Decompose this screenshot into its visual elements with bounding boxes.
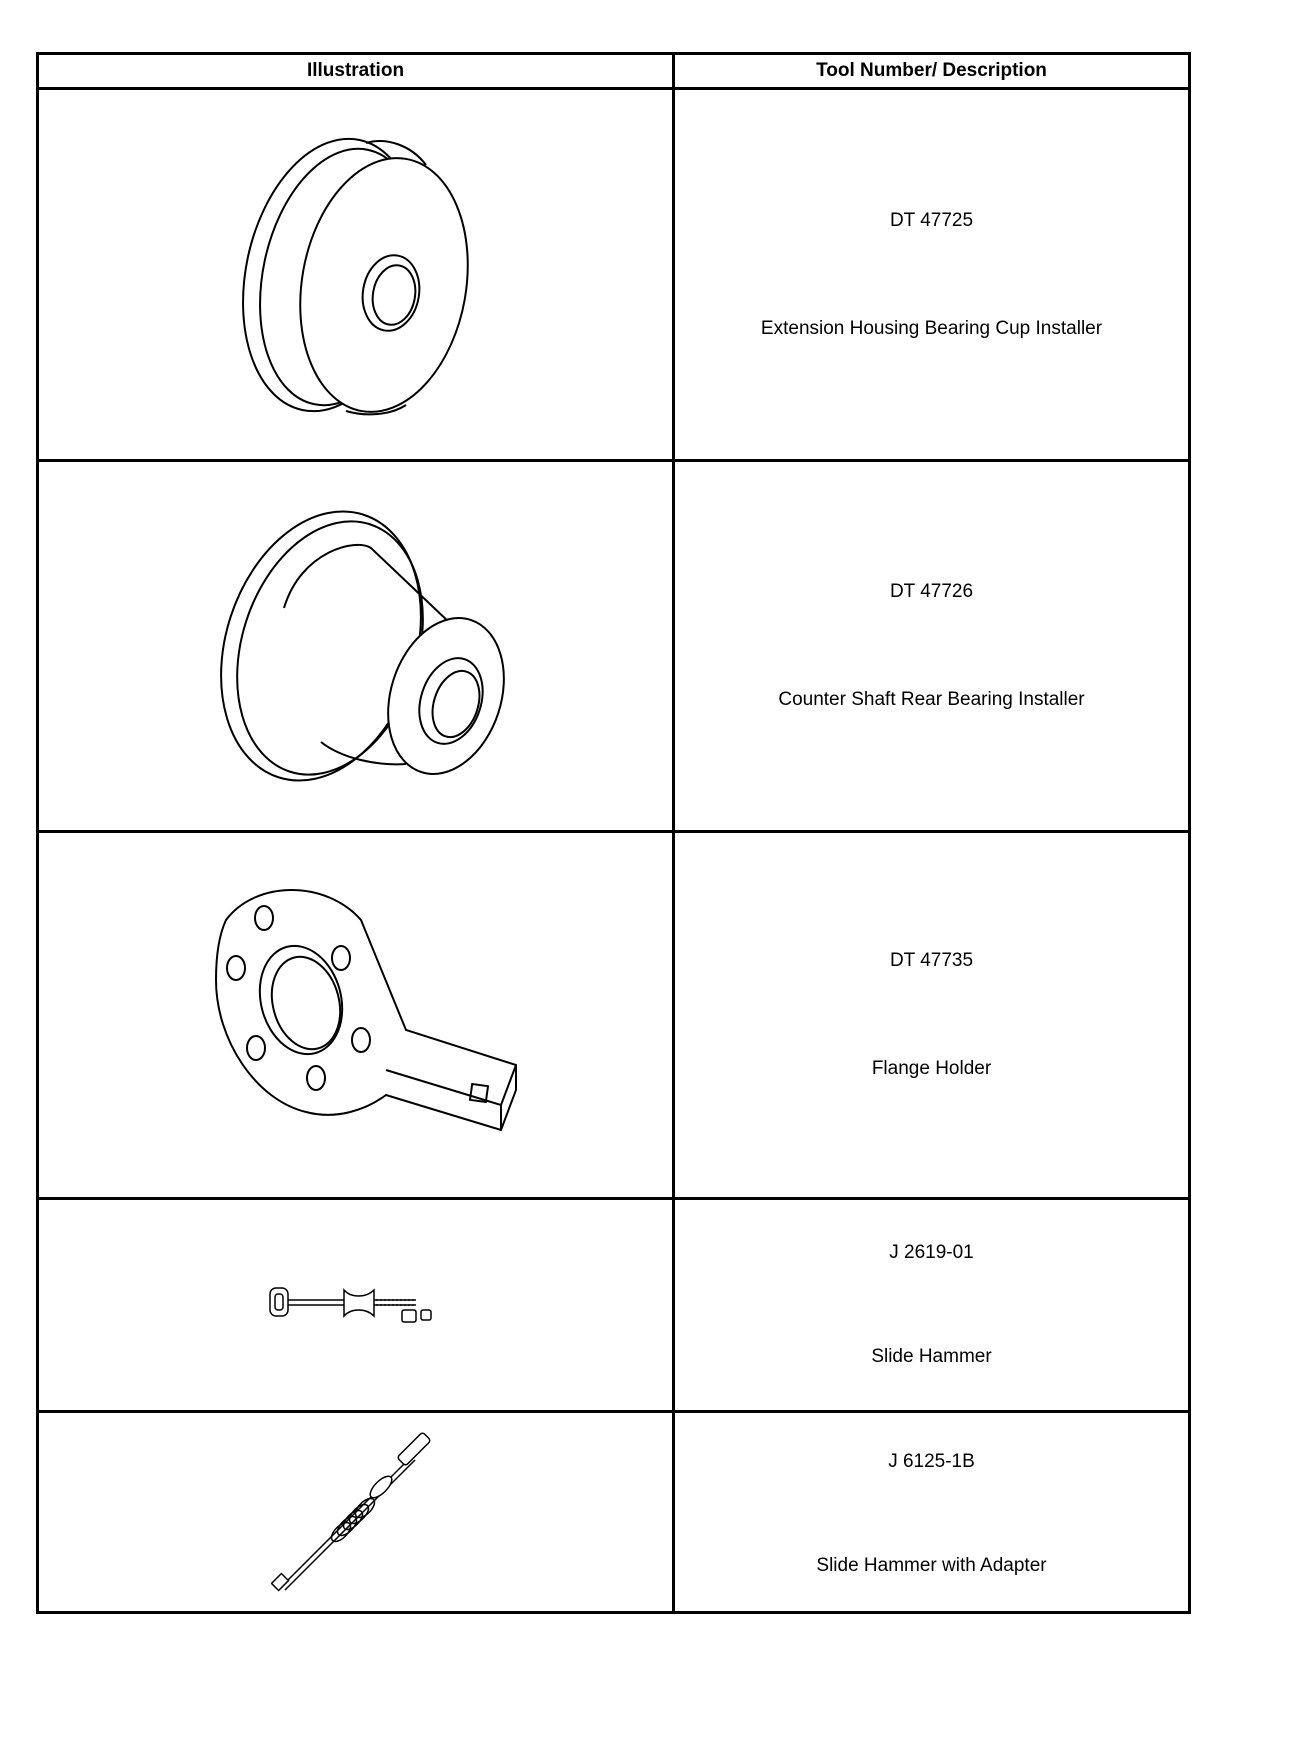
tool-description-cell bbox=[674, 89, 1190, 461]
bearing-cup-installer-icon bbox=[216, 125, 496, 425]
table-row bbox=[38, 89, 1190, 461]
tool-number: J 6125-1B bbox=[888, 1451, 975, 1472]
tool-description-cell bbox=[674, 1199, 1190, 1412]
tool-number: DT 47725 bbox=[889, 209, 974, 231]
flange-holder-icon bbox=[186, 880, 526, 1150]
table-row bbox=[38, 1199, 1190, 1412]
table-header-row bbox=[38, 54, 1190, 89]
illustration-cell bbox=[38, 461, 674, 832]
illustration-cell bbox=[38, 832, 674, 1199]
illustration-cell bbox=[38, 1412, 674, 1613]
tool-description: Slide Hammer bbox=[871, 1346, 992, 1367]
tool-description: Flange Holder bbox=[871, 1058, 992, 1079]
tool-description-header: Tool Number/ Description bbox=[674, 54, 1190, 89]
slide-hammer-adapter-icon bbox=[271, 1427, 441, 1597]
illustration-cell bbox=[38, 1199, 674, 1412]
illustration-cell bbox=[38, 89, 674, 461]
tool-description-cell bbox=[674, 1412, 1190, 1613]
tool-description-cell bbox=[674, 461, 1190, 832]
bearing-installer-icon bbox=[206, 496, 506, 796]
tool-description: Slide Hammer with Adapter bbox=[816, 1555, 1047, 1576]
table-row bbox=[38, 832, 1190, 1199]
tool-description: Counter Shaft Rear Bearing Installer bbox=[778, 689, 1085, 710]
table-row bbox=[38, 1412, 1190, 1613]
slide-hammer-icon bbox=[266, 1280, 446, 1330]
tool-number: DT 47735 bbox=[889, 950, 974, 971]
tool-table bbox=[36, 52, 1191, 1614]
illustration-header: Illustration bbox=[38, 54, 674, 89]
table-row bbox=[38, 461, 1190, 832]
tool-number: DT 47726 bbox=[889, 581, 974, 602]
tool-number: J 2619-01 bbox=[889, 1242, 974, 1263]
tool-description-cell bbox=[674, 832, 1190, 1199]
tool-description: Extension Housing Bearing Cup Installer bbox=[760, 317, 1103, 339]
